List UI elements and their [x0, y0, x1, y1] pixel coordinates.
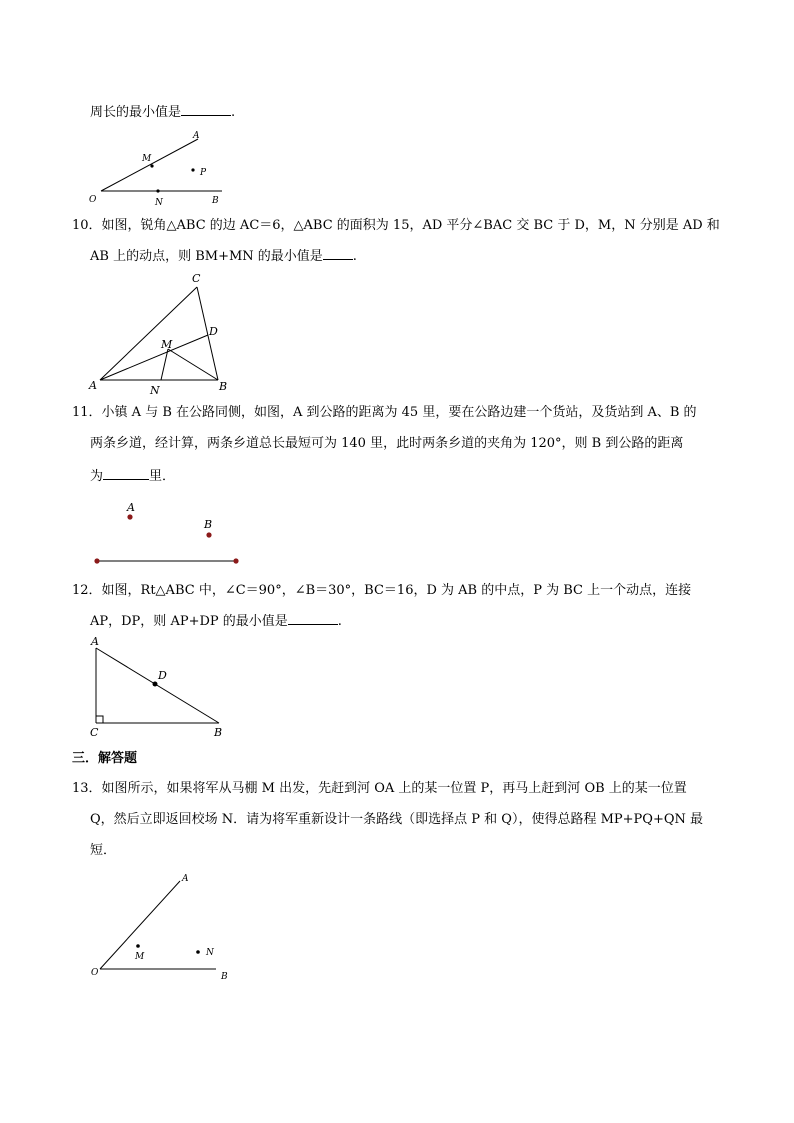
- q12-label-c: C: [90, 726, 99, 739]
- q12-label-a: A: [91, 635, 99, 648]
- q9-ray-oa: [101, 139, 198, 191]
- q12-label-d: D: [158, 669, 167, 682]
- q10-answer-blank: [323, 247, 353, 260]
- q13-label-a: A: [182, 874, 189, 884]
- q12-label-b: B: [214, 726, 223, 739]
- q12-line1: 12．如图，Rt△ABC 中，∠C＝90°，∠B＝30°，BC＝16，D 为 AB 的中点，P 为 BC 上一个动点，连接: [72, 583, 692, 598]
- q12-line2: [90, 612, 342, 631]
- q13-line1: 13．如图所示，如果将军从马棚 M 出发，先赶到河 OA 上的某一位置 P，再马上赶到河 OB 上的某一位置: [72, 781, 687, 796]
- q9-tail-end: .: [231, 105, 236, 120]
- q10-side-ac: [100, 287, 197, 380]
- q11-point-a: [127, 514, 132, 519]
- q9-point-m: [150, 164, 153, 167]
- q11-line3-pre: 为: [90, 469, 104, 484]
- q9-figure: [86, 126, 236, 210]
- q10-label-d: D: [209, 325, 218, 338]
- q12-line2-end: .: [337, 614, 342, 629]
- q10-label-m: M: [161, 338, 173, 351]
- q13-line3: 短．: [90, 843, 117, 858]
- q10-label-c: C: [192, 272, 201, 285]
- q11-road-endpoint-left: [94, 558, 99, 563]
- q10-label-b: B: [219, 380, 228, 393]
- q11-line3-post: 里．: [149, 469, 176, 484]
- q9-label-m: M: [142, 154, 152, 164]
- q9-tail-line: [90, 103, 235, 122]
- q12-answer-blank: [288, 612, 338, 625]
- q13-figure: [86, 868, 246, 984]
- q11-road-endpoint-right: [233, 558, 238, 563]
- q9-point-n: [156, 189, 159, 192]
- q12-point-d: [153, 682, 158, 687]
- q11-figure: [86, 494, 246, 572]
- q9-label-b: B: [212, 196, 219, 206]
- q10-line2-text: AB 上的动点，则 BM+MN 的最小值是: [90, 249, 323, 264]
- q11-answer-blank: [103, 467, 149, 480]
- q9-label-n: N: [155, 198, 163, 208]
- q10-label-n: N: [150, 384, 160, 397]
- q12-line2-text: AP，DP，则 AP+DP 的最小值是: [90, 614, 288, 629]
- q12-right-angle-mark: [96, 716, 103, 723]
- q13-label-n: N: [206, 948, 214, 958]
- q9-tail-text: 周长的最小值是: [90, 105, 182, 120]
- q10-segment-bm: [168, 349, 218, 380]
- section3-title: 三．解答题: [72, 751, 138, 766]
- q10-label-a: A: [89, 379, 97, 392]
- q11-line1: 11．小镇 A 与 B 在公路同侧，如图，A 到公路的距离为 45 里，要在公路边建一个货站，及货站到 A、B 的: [72, 405, 697, 420]
- q10-line1: 10．如图，锐角△ABC 的边 AC＝6，△ABC 的面积为 15，AD 平分∠BAC 交 BC 于 D，M，N 分别是 AD 和: [72, 218, 720, 233]
- q9-label-p: P: [200, 168, 207, 178]
- q10-figure: [86, 270, 236, 396]
- q13-point-n: [196, 950, 200, 954]
- q11-point-b: [206, 532, 211, 537]
- q12-side-ab: [96, 648, 219, 723]
- q9-label-a: A: [193, 131, 200, 141]
- q11-line2: 两条乡道，经计算，两条乡道总长最短可为 140 里，此时两条乡道的夹角为 120°，则 B 到公路的距离: [90, 436, 684, 451]
- q12-figure: [86, 632, 236, 742]
- q13-line2: Q，然后立即返回校场 N．请为将军重新设计一条路线（即选择点 P 和 Q），使得总路程 MP+PQ+QN 最: [90, 812, 704, 827]
- q11-label-a: A: [127, 501, 135, 514]
- q9-label-o: O: [89, 195, 97, 205]
- q10-bisector-ad: [100, 335, 208, 380]
- q9-answer-blank: [181, 103, 231, 116]
- q13-label-o: O: [91, 968, 99, 978]
- q10-line2-end: .: [352, 249, 357, 264]
- q10-line2: [90, 247, 357, 266]
- q11-line3: [90, 467, 175, 486]
- q9-point-p: [191, 168, 194, 171]
- q11-label-b: B: [204, 518, 213, 531]
- q13-label-m: M: [135, 952, 145, 962]
- q13-label-b: B: [221, 972, 228, 982]
- q13-point-m: [136, 944, 140, 948]
